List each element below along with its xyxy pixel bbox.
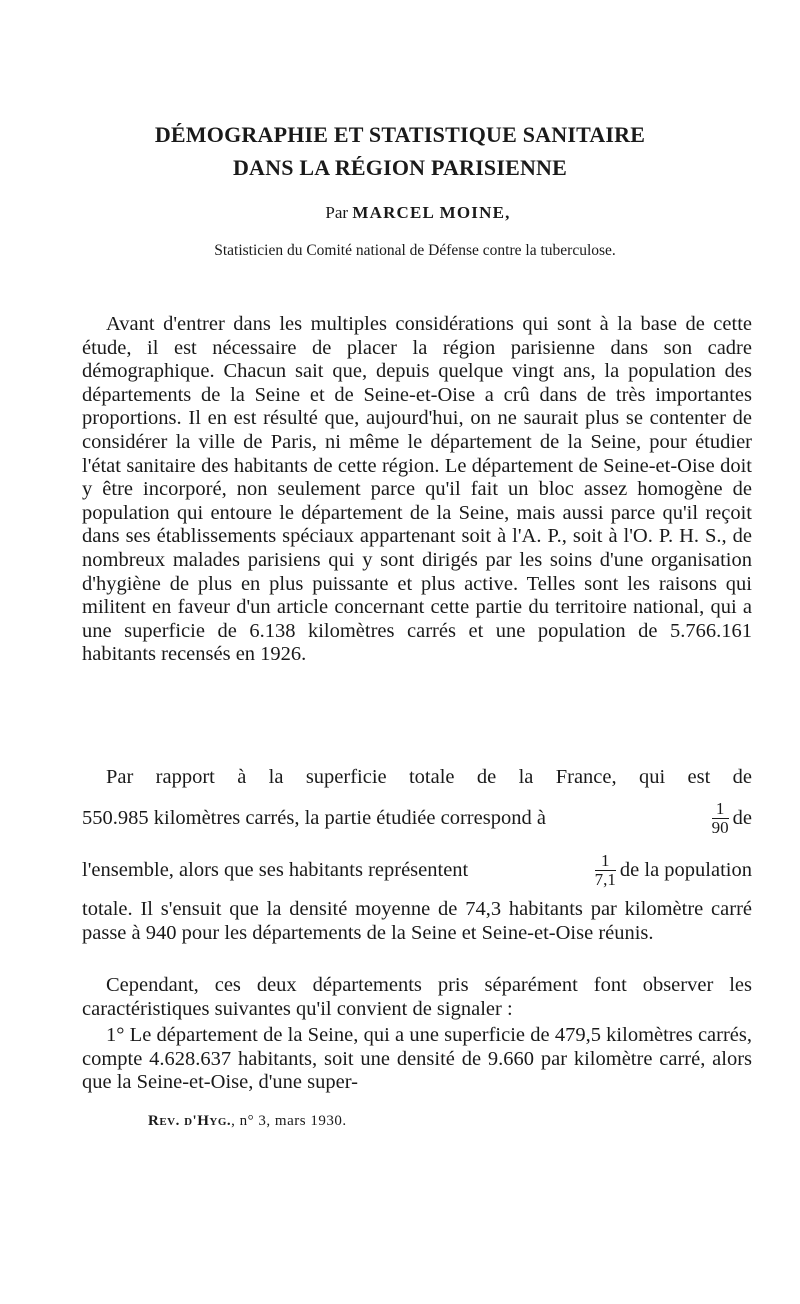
paragraph-2-line-3-text: l'ensemble, alors que ses habitants représentent	[82, 859, 469, 881]
journal-reference	[148, 1113, 347, 1130]
fraction-numerator: 1	[595, 852, 616, 871]
paragraph-5-text: 1° Le département de la Seine, qui a une superficie de 479,5 kilomètres carrés, compte 4.628.637 habitants, soit une densité de 9.660 par kilomètre carré, alors que la Seine-et-Oise, d'une super-	[82, 1024, 752, 1094]
journal-name: Rev. d'Hyg.	[148, 1113, 232, 1129]
paragraph-2-line-3	[82, 852, 752, 889]
paragraph-introduction	[82, 313, 752, 667]
paragraph-2-line-2	[82, 800, 752, 837]
paragraph-2-line-2-text: 550.985 kilomètres carrés, la partie étudiée correspond à	[82, 807, 546, 829]
author-affiliation: Statisticien du Comité national de Défense contre la tuberculose.	[214, 242, 616, 259]
paragraph-3-text: totale. Il s'ensuit que la densité moyenne de 74,3 habitants par kilomètre carré passe à 940 pour les départements de la Seine et Seine-et-Oise réunis.	[82, 898, 752, 944]
fraction-one-ninetieth	[712, 800, 729, 837]
paragraph-2-line-2-end: de	[732, 807, 752, 829]
paragraph-seine-department	[82, 1024, 752, 1095]
fraction-numerator: 1	[712, 800, 729, 819]
paragraph-2-line-1: Par rapport à la superficie totale de la France, qui est de	[106, 766, 752, 788]
paragraph-4-text: Cependant, ces deux départements pris séparément font observer les caractéristiques suivantes qu'il convient de signaler :	[82, 974, 752, 1020]
author-byline	[0, 203, 800, 223]
fraction-denominator: 7,1	[594, 870, 616, 889]
fraction-denominator: 90	[711, 818, 729, 837]
author-name: MARCEL MOINE,	[352, 203, 511, 222]
paragraph-2-line-3-end: de la population	[619, 859, 752, 881]
article-title-line-1: DÉMOGRAPHIE ET STATISTIQUE SANITAIRE	[154, 122, 646, 147]
author-prefix: Par	[325, 203, 349, 222]
journal-issue: , n° 3, mars 1930.	[231, 1113, 347, 1129]
paragraph-1-text: Avant d'entrer dans les multiples considérations qui sont à la base de cette étude, il est nécessaire de placer la région parisienne dans son cadre démographique. Chacun sait que, depuis quelque vingt ans, la population des départements de la Seine et de Seine-et-Oise a crû dans de très importantes proportions. Il en est résulté que, aujourd'hui, on ne saurait plus se contenter de considérer la ville de Paris, ni même le département de la Seine, pour étudier l'état sanitaire des habitants de cette région. Le département de Seine-et-Oise doit y être incorporé, non seulement parce qu'il fait un bloc assez homogène de population qui entoure le département de la Seine, mais aussi parce qu'il reçoit dans ses établissements spéciaux appartenant soit à l'A. P., soit à l'O. P. H. S., de nombreux malades parisiens qui y sont dirigés par les soins d'une organisation d'hygiène de plus en plus puissante et plus active. Telles sont les raisons qui militent en faveur d'un article concernant cette partie du territoire national, qui a une superficie de 6.138 kilomètres carrés et une population de 5.766.161 habitants recensés en 1926.	[82, 313, 752, 666]
fraction-one-over-seven-point-one	[595, 852, 616, 889]
paragraph-density	[82, 898, 752, 945]
article-title-line-2: DANS LA RÉGION PARISIENNE	[232, 155, 568, 180]
paragraph-characteristics	[82, 974, 752, 1021]
